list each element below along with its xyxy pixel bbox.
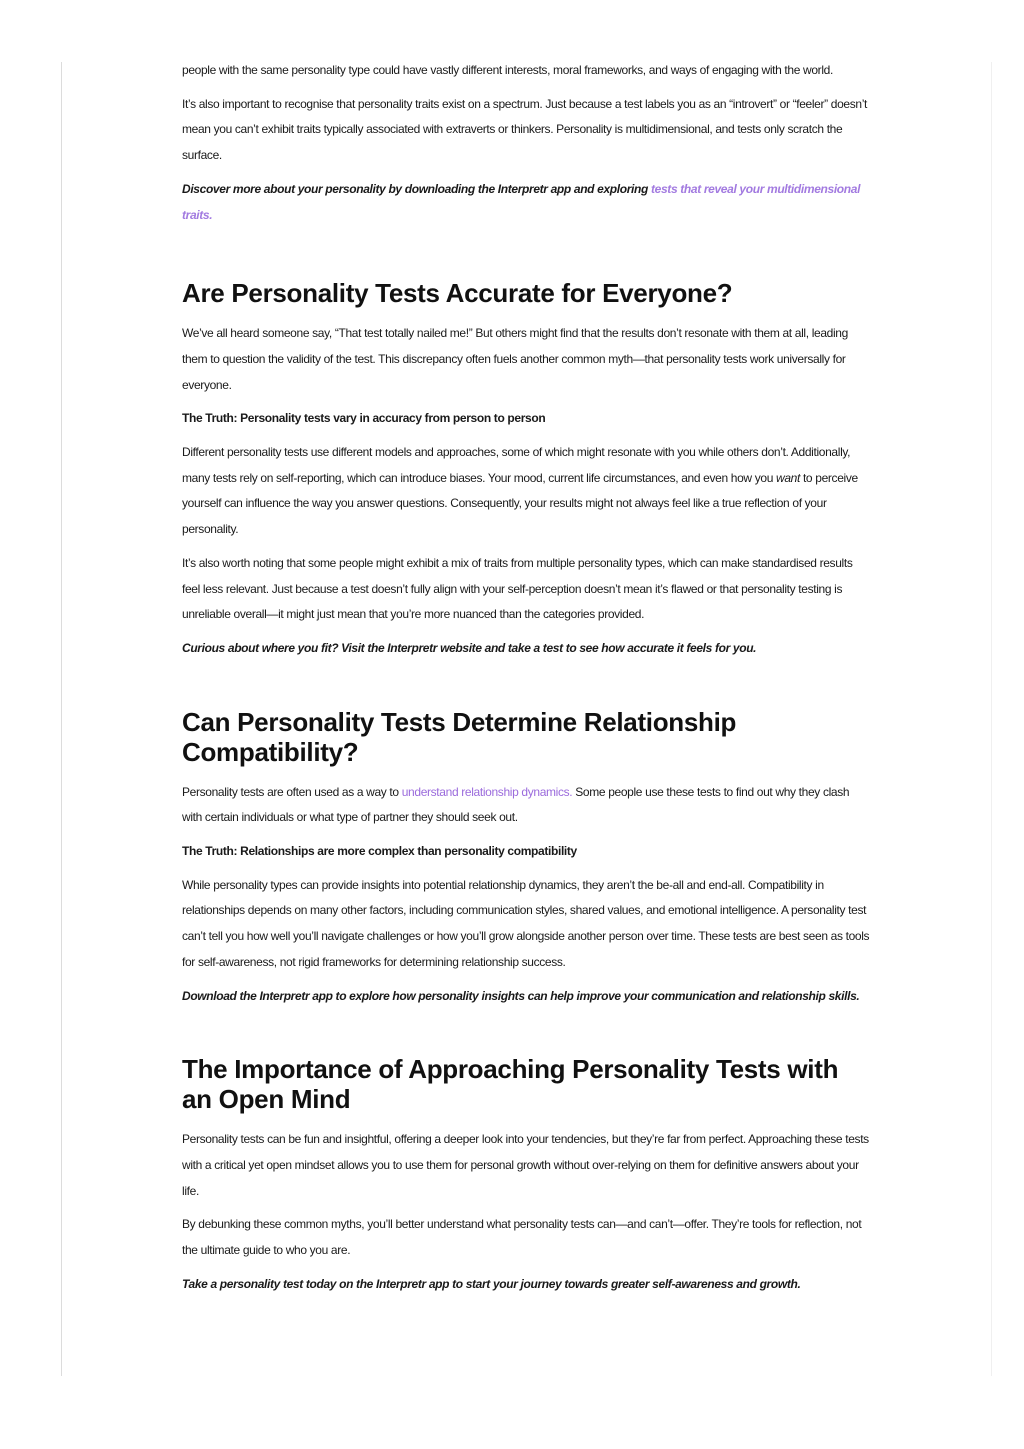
call-to-action: Take a personality test today on the Interpretr app to start your journey towards greater self-awareness and growth.	[182, 1276, 801, 1291]
truth-subheading: The Truth: Relationships are more complex than personality compatibility	[182, 844, 577, 859]
page-border-left	[61, 62, 62, 1376]
paragraph	[182, 780, 872, 831]
emphasis-text: want	[776, 470, 800, 485]
truth-subheading: The Truth: Personality tests vary in accuracy from person to person	[182, 411, 546, 426]
text-run: Different personality tests use different models and approaches, some of which might resonate with you while others don’t. Additionally, many tests rely on self-reporting, which can introduce biases. Your mood, current life circumstances, and even how you	[182, 445, 851, 485]
paragraph: It’s also important to recognise that personality traits exist on a spectrum. Just because a test labels you as an “introvert” or “feeler” doesn’t mean you can’t exhibit traits typically associated with extraverts or thinkers. Personality is multidimensional, and tests only scratch the surface.	[182, 96, 868, 163]
paragraph: We’ve all heard someone say, “That test totally nailed me!” But others might find that the results don’t resonate with them at all, leading them to question the validity of the test. This discrepancy often fuels another common myth—that personality tests work universally for everyone.	[182, 326, 848, 392]
call-to-action: Download the Interpretr app to explore how personality insights can help improve your communication and relationship skills.	[182, 988, 860, 1003]
paragraph: It’s also worth noting that some people might exhibit a mix of traits from multiple personality types, which can make standardised results feel less relevant. Just because a test doesn’t fully align with your self-perception doesn’t mean it’s flawed or that personality testing is unreliable overall—it might just mean that you’re more nuanced than the categories provided.	[182, 555, 853, 622]
section-heading-relationships: Can Personality Tests Determine Relationship Compatibility?	[182, 706, 737, 767]
article-body	[182, 58, 872, 1298]
paragraph: people with the same personality type could have vastly different interests, moral frameworks, and ways of engaging with the world.	[182, 63, 833, 77]
paragraph	[182, 440, 872, 543]
text-run: to perceive yourself can influence the way you answer questions. Consequently, your results might not always feel like a true reflection of your personality.	[182, 470, 858, 537]
section-heading-open-mind: The Importance of Approaching Personality Tests with an Open Mind	[182, 1054, 839, 1115]
paragraph: By debunking these common myths, you’ll better understand what personality tests can—and can’t—offer. They’re tools for reflection, not the ultimate guide to who you are.	[182, 1217, 862, 1258]
relationship-dynamics-link[interactable]: understand relationship dynamics.	[401, 784, 573, 799]
cta-text: Discover more about your personality by downloading the Interpretr app and exploring	[182, 181, 651, 196]
page-border-right	[991, 62, 992, 1376]
traits-tests-link[interactable]: tests that reveal your multidimensional traits.	[182, 181, 861, 222]
text-run: Personality tests are often used as a way to	[182, 784, 402, 799]
section-heading-accuracy: Are Personality Tests Accurate for Everyone?	[182, 278, 733, 309]
text-run: Some people use these tests to find out why they clash with certain individuals or what type of partner they should seek out.	[182, 784, 850, 825]
paragraph: While personality types can provide insights into potential relationship dynamics, they aren’t the be-all and end-all. Compatibility in relationships depends on many other factors, including communication styles, shared values, and emotional intelligence. A personality test can’t tell you how well you’ll navigate challenges or how you’ll grow alongside another person over time. These tests are best seen as tools for self-awareness, not rigid frameworks for determining relationship success.	[182, 877, 870, 969]
paragraph: Personality tests can be fun and insightful, offering a deeper look into your tendencies, but they’re far from perfect. Approaching these tests with a critical yet open mindset allows you to use them for personal growth without over-relying on them for definitive answers about your life.	[182, 1132, 869, 1198]
call-to-action: Curious about where you fit? Visit the Interpretr website and take a test to see how accurate it feels for you.	[182, 640, 757, 655]
call-to-action	[182, 177, 872, 228]
